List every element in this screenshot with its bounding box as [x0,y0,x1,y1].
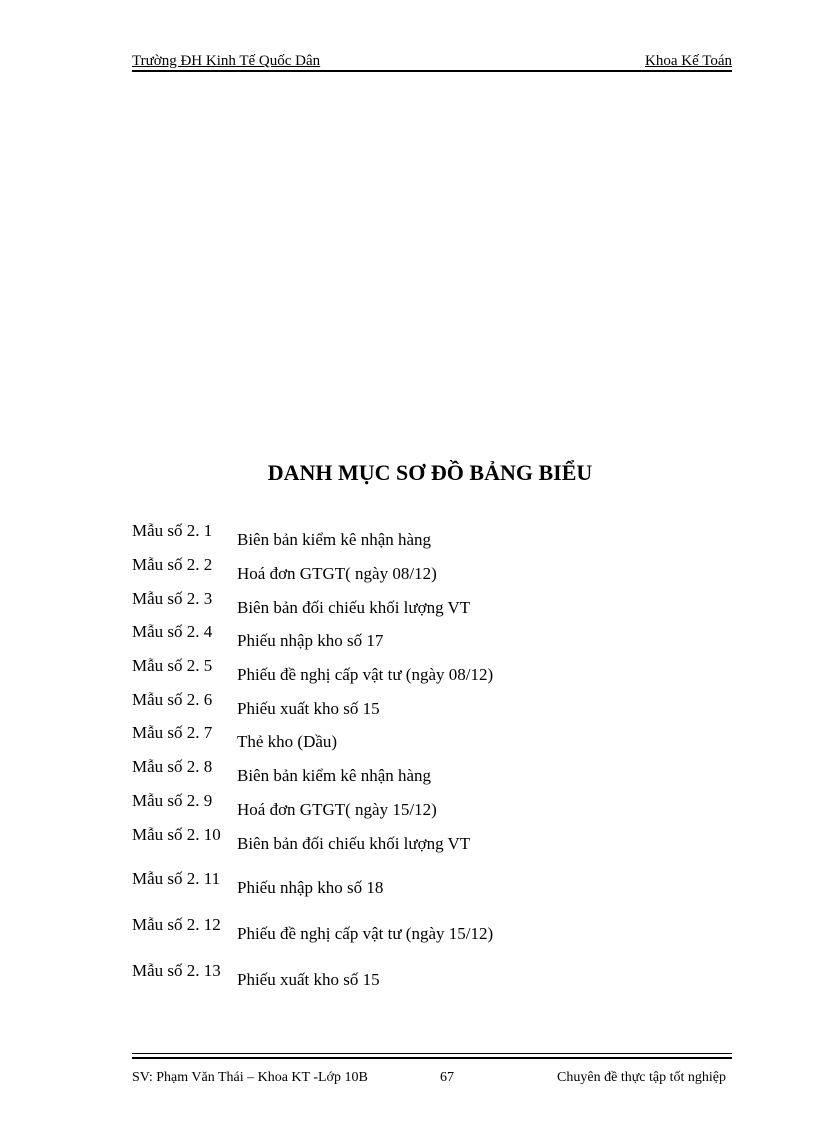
header-divider [132,70,732,72]
toc-text: Phiếu đề nghị cấp vật tư (ngày 08/12) [237,665,494,684]
toc-text: Phiếu đề nghị cấp vật tư (ngày 15/12) [237,924,494,943]
toc-row [132,914,732,948]
toc-label: Mẫu số 2. 4 [132,622,213,641]
toc-row [132,621,732,655]
toc-label: Mẫu số 2. 5 [132,656,213,675]
footer-divider-thick [132,1057,732,1059]
toc-row [132,824,732,858]
toc-text: Phiếu xuất kho số 15 [237,699,380,718]
toc-label: Mẫu số 2. 9 [132,791,213,810]
toc-text: Phiếu xuất kho số 15 [237,970,380,989]
header-school: Trường ĐH Kinh Tế Quốc Dân [132,53,321,69]
toc-row [132,554,732,588]
toc-label: Mẫu số 2. 2 [132,555,213,574]
toc-text: Biên bản đối chiếu khối lượng VT [237,598,471,617]
toc-label: Mẫu số 2. 6 [132,690,213,709]
toc-label: Mẫu số 2. 7 [132,723,213,742]
toc-row [132,588,732,622]
toc-row [132,655,732,689]
toc-label: Mẫu số 2. 13 [132,961,221,980]
toc-label: Mẫu số 2. 12 [132,915,221,934]
toc-row [132,756,732,790]
header-faculty: Khoa Kế Toán [645,53,732,69]
toc-row [132,790,732,824]
toc-text: Phiếu nhập kho số 17 [237,631,384,650]
toc-text: Hoá đơn GTGT( ngày 08/12) [237,564,437,583]
toc-row [132,722,732,756]
toc-row [132,520,732,554]
toc-label: Mẫu số 2. 11 [132,869,221,888]
toc-row [132,689,732,723]
toc-text: Biên bản kiểm kê nhận hàng [237,766,432,785]
toc-text: Phiếu nhập kho số 18 [237,878,384,897]
toc-label: Mẫu số 2. 1 [132,521,213,540]
toc-text: Thẻ kho (Dầu) [237,732,338,751]
toc-text: Hoá đơn GTGT( ngày 15/12) [237,800,437,819]
toc-row [132,868,732,902]
toc-row [132,960,732,994]
footer-report-type: Chuyên đề thực tập tốt nghiệp [557,1070,726,1085]
page-title: DANH MỤC SƠ ĐỒ BẢNG BIỂU [267,460,593,485]
page-number: 67 [440,1070,454,1085]
toc-text: Biên bản kiểm kê nhận hàng [237,530,432,549]
toc-label: Mẫu số 2. 10 [132,825,221,844]
toc-text: Biên bản đối chiếu khối lượng VT [237,834,471,853]
toc-label: Mẫu số 2. 3 [132,589,213,608]
footer-student: SV: Phạm Văn Thái – Khoa KT -Lớp 10B [132,1070,368,1085]
toc-label: Mẫu số 2. 8 [132,757,213,776]
footer-divider [132,1053,732,1054]
